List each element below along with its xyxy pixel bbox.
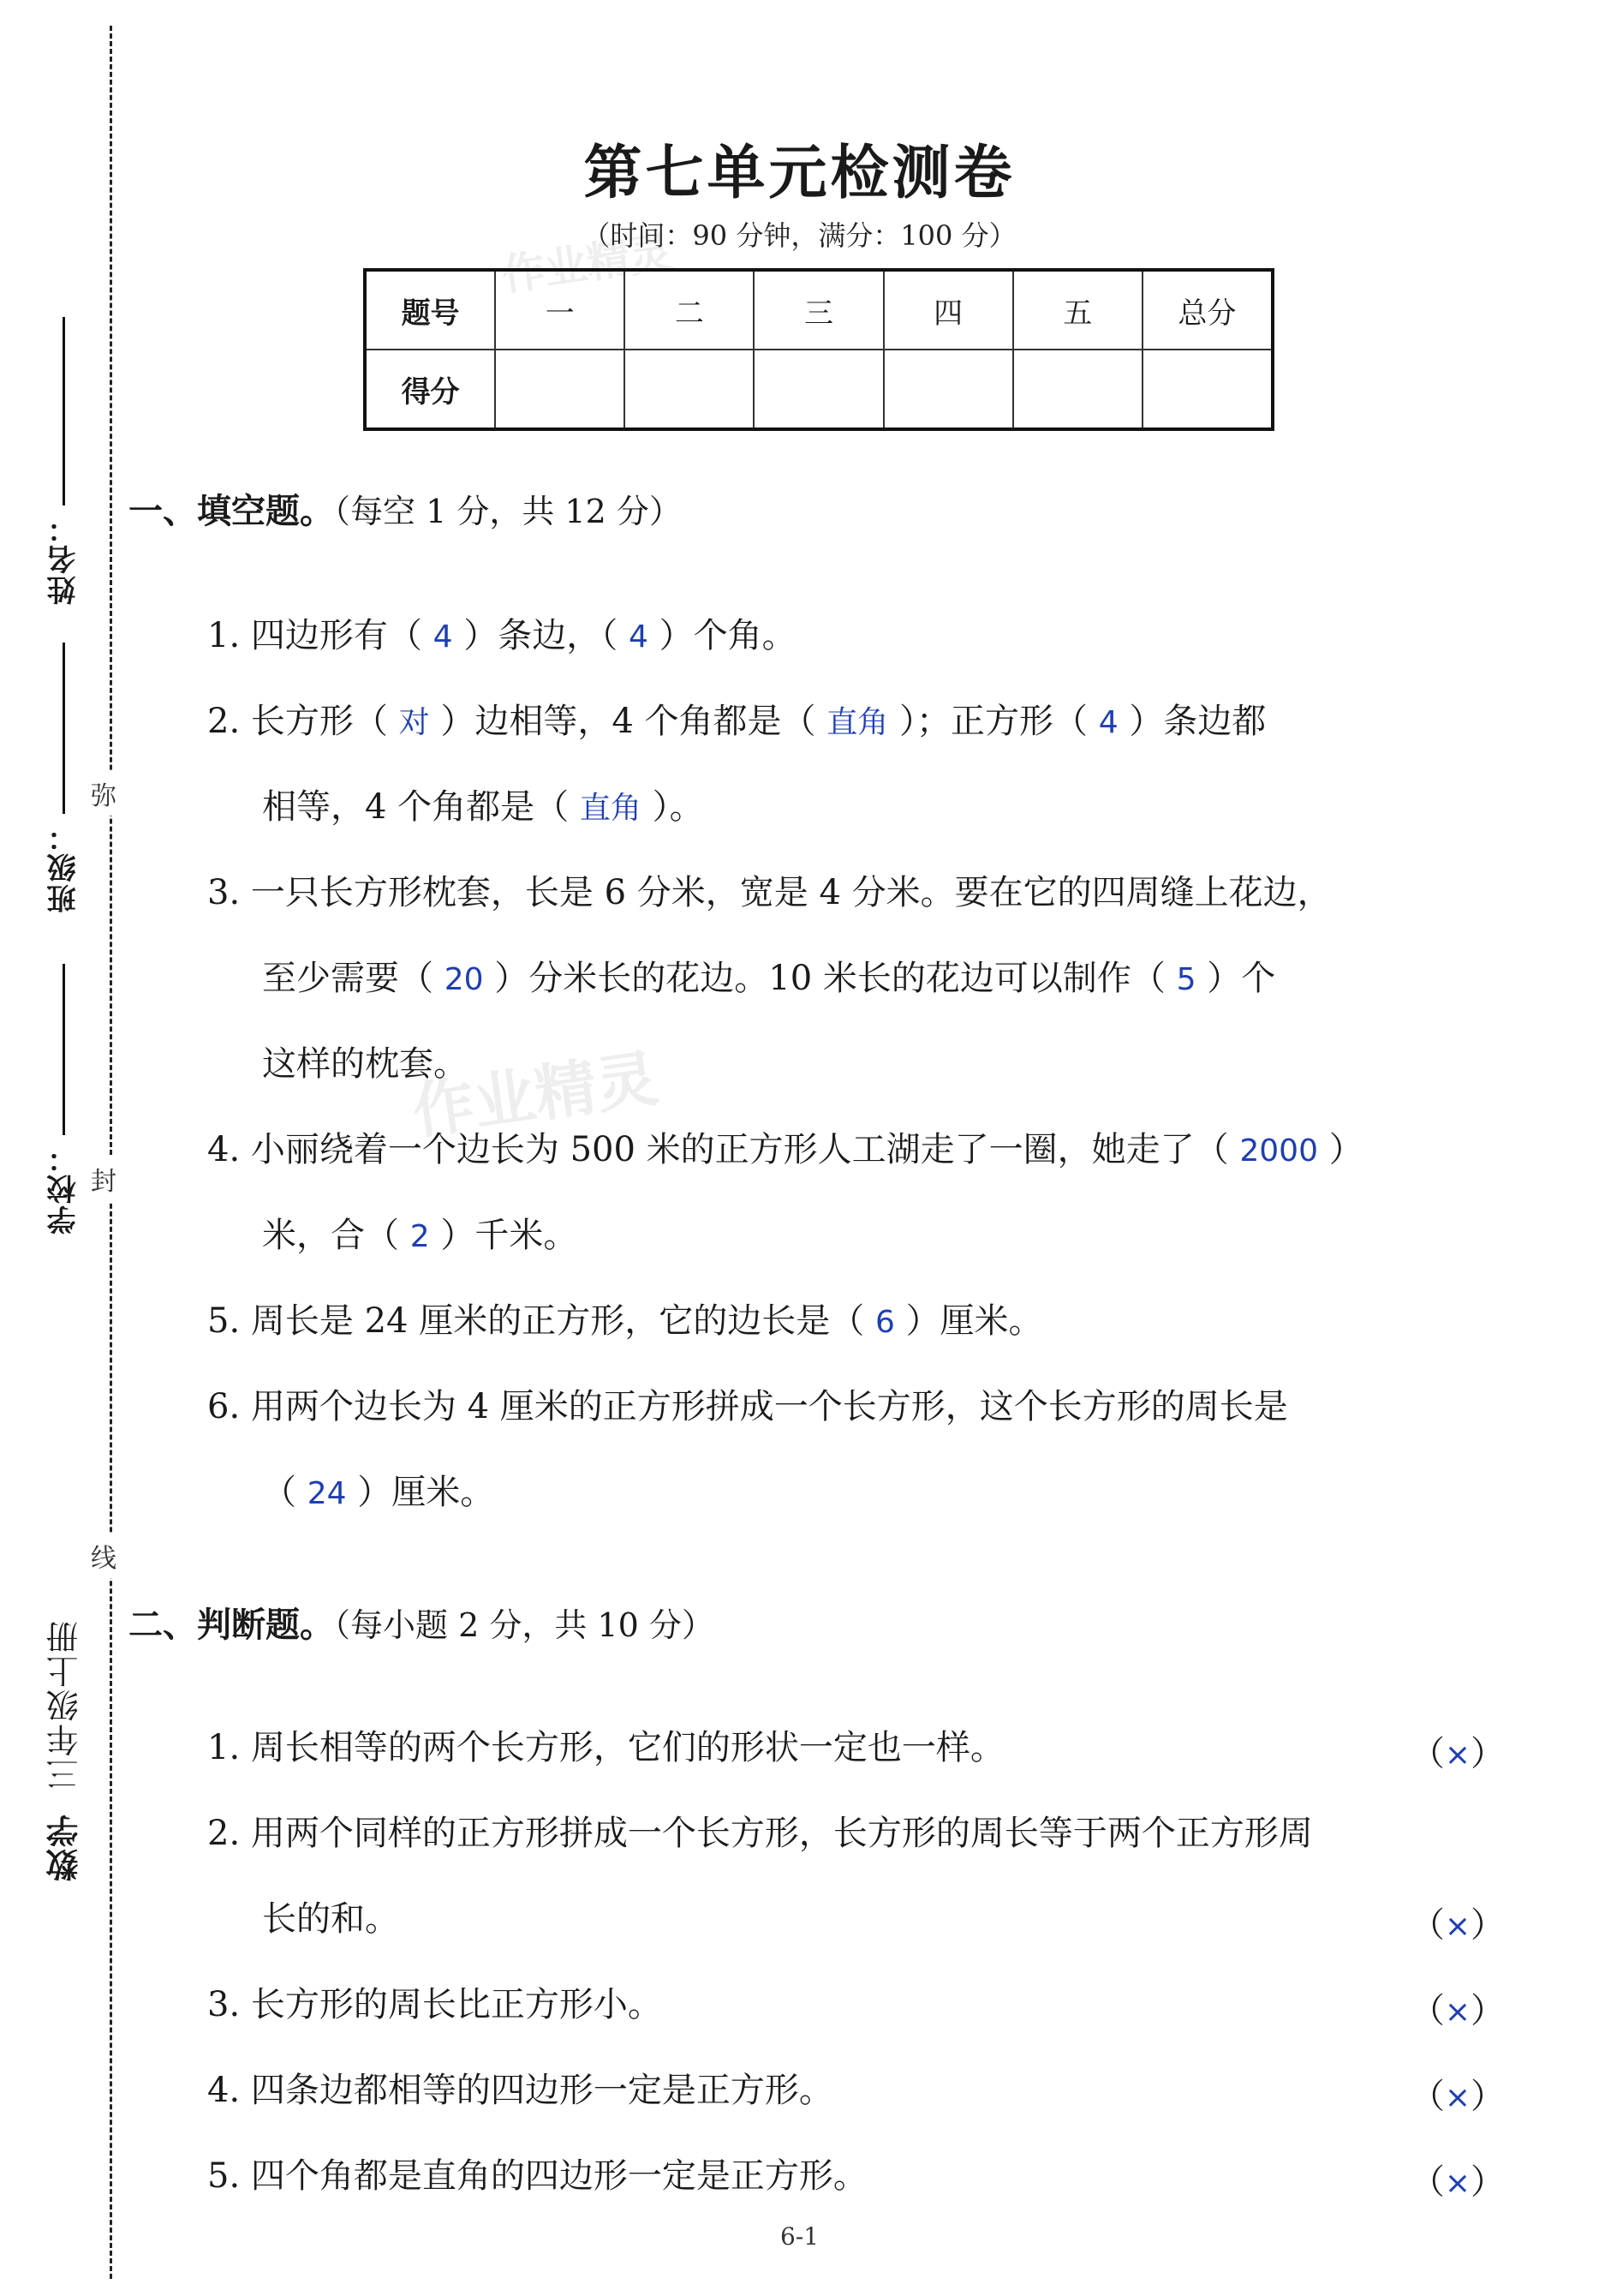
score-table bbox=[363, 268, 1274, 431]
answer: × bbox=[1444, 1737, 1471, 1773]
class-field bbox=[45, 643, 82, 913]
answer: 直角 bbox=[579, 791, 641, 826]
fill-question-2 bbox=[207, 679, 1505, 766]
question-text: （ bbox=[262, 1473, 296, 1512]
score-header-cell: 二 bbox=[624, 270, 754, 350]
question-text: 至少需要（ bbox=[262, 959, 433, 998]
school-underline bbox=[63, 964, 65, 1135]
fill-question-3-cont bbox=[262, 1021, 1505, 1107]
question-text: 米，合（ bbox=[262, 1216, 399, 1255]
judge-answer-3 bbox=[1411, 1983, 1505, 2032]
question-text: ） bbox=[1328, 1130, 1363, 1169]
subject-label: 数学 bbox=[46, 1813, 84, 1881]
watermark: 作业精灵 bbox=[408, 1042, 663, 1148]
answer: 2 bbox=[409, 1219, 430, 1254]
section1-title: 一、填空题。 bbox=[128, 492, 334, 531]
class-label: 班级： bbox=[46, 821, 81, 913]
paren: ） bbox=[1471, 1905, 1505, 1945]
answer: 直角 bbox=[826, 705, 889, 740]
score-header-cell: 五 bbox=[1013, 270, 1143, 350]
question-text: 6. 用两个边长为 4 厘米的正方形拼成一个长方形，这个长方形的周长是 bbox=[207, 1387, 1288, 1426]
score-cell bbox=[754, 350, 883, 429]
school-field bbox=[45, 964, 82, 1235]
judge-answer-2 bbox=[1411, 1898, 1505, 1946]
question-text: ）个 bbox=[1207, 959, 1276, 998]
section2-note: （每小题 2 分，共 10 分） bbox=[334, 1606, 714, 1644]
question-text: 2. 用两个同样的正方形拼成一个长方形，长方形的周长等于两个正方形周 bbox=[207, 1814, 1313, 1853]
score-cell bbox=[1143, 350, 1273, 429]
answer: 4 bbox=[628, 619, 648, 655]
score-header-cell: 总分 bbox=[1143, 270, 1273, 350]
judge-question-2-cont bbox=[262, 1876, 1505, 1962]
question-text: 这样的枕套。 bbox=[262, 1044, 468, 1084]
score-cell bbox=[495, 350, 624, 429]
answer: 24 bbox=[307, 1476, 347, 1511]
watermark: 作业精灵 bbox=[498, 227, 676, 301]
score-header-cell: 三 bbox=[754, 270, 883, 350]
score-header-label: 题号 bbox=[365, 270, 495, 350]
fill-question-4 bbox=[207, 1107, 1505, 1194]
question-text: 2. 长方形（ bbox=[207, 702, 388, 741]
judge-question-1 bbox=[207, 1705, 1505, 1791]
school-label: 学校： bbox=[46, 1142, 81, 1235]
answer: × bbox=[1444, 1909, 1471, 1944]
question-text: 1. 四边形有（ bbox=[207, 616, 422, 655]
seal-char-mi: 弥 bbox=[91, 771, 116, 816]
fill-question-6 bbox=[207, 1364, 1505, 1450]
section1-heading bbox=[128, 484, 682, 533]
page-title: 第七单元检测卷 bbox=[583, 139, 1016, 207]
score-table-header-row bbox=[365, 270, 1273, 350]
question-text: ）。 bbox=[652, 787, 704, 827]
name-field bbox=[45, 317, 82, 605]
fill-question-6-cont bbox=[262, 1450, 1505, 1537]
score-cell bbox=[624, 350, 754, 429]
question-text: ）条边都 bbox=[1129, 702, 1267, 741]
section1-note: （每空 1 分，共 12 分） bbox=[334, 493, 682, 530]
seal-char-feng: 封 bbox=[91, 1157, 116, 1201]
question-text: 3. 一只长方形枕套，长是 6 分米，宽是 4 分米。要在它的四周缝上花边， bbox=[207, 873, 1332, 912]
question-text: 1. 周长相等的两个长方形，它们的形状一定也一样。 bbox=[207, 1728, 1005, 1767]
question-text: ）个角。 bbox=[659, 616, 797, 655]
question-text: ）千米。 bbox=[440, 1216, 578, 1255]
name-underline bbox=[63, 317, 65, 505]
fill-question-4-cont bbox=[262, 1193, 1505, 1280]
paren: ） bbox=[1471, 1734, 1505, 1773]
section2-title: 二、判断题。 bbox=[128, 1605, 334, 1645]
question-text: ）厘米。 bbox=[905, 1301, 1043, 1341]
question-text: ）；正方形（ bbox=[898, 702, 1088, 741]
subject-grade-label bbox=[41, 1619, 88, 1881]
question-text: ）边相等，4 个角都是（ bbox=[440, 702, 816, 741]
paren: （ bbox=[1410, 1905, 1445, 1945]
score-cell bbox=[1013, 350, 1143, 429]
paren: （ bbox=[1410, 2077, 1445, 2116]
answer: × bbox=[1444, 2166, 1471, 2201]
score-header-cell: 一 bbox=[495, 270, 624, 350]
score-cell bbox=[884, 350, 1013, 429]
question-text: 4. 小丽绕着一个边长为 500 米的正方形人工湖走了一圈，她走了（ bbox=[207, 1130, 1229, 1169]
seal-dashed-line bbox=[110, 26, 112, 2279]
paren: ） bbox=[1471, 2077, 1505, 2116]
judge-answer-1 bbox=[1411, 1726, 1505, 1775]
answer: 20 bbox=[444, 962, 484, 997]
answer: 6 bbox=[874, 1305, 895, 1340]
score-row-label: 得分 bbox=[365, 350, 495, 429]
judge-question-2 bbox=[207, 1791, 1505, 1876]
question-text: ）厘米。 bbox=[357, 1473, 495, 1512]
question-text: 长的和。 bbox=[262, 1899, 399, 1939]
name-label: 姓名： bbox=[46, 512, 81, 605]
question-text: 3. 长方形的周长比正方形小。 bbox=[207, 1985, 662, 2024]
score-table-score-row bbox=[365, 350, 1273, 429]
fill-question-2-cont bbox=[262, 764, 1505, 852]
answer: 对 bbox=[398, 705, 430, 740]
judge-question-5 bbox=[207, 2133, 1505, 2219]
paren: （ bbox=[1410, 2162, 1445, 2202]
section2-heading bbox=[128, 1598, 714, 1647]
paren: （ bbox=[1410, 1991, 1445, 2030]
question-text: 5. 周长是 24 厘米的正方形，它的边长是（ bbox=[207, 1301, 865, 1341]
exam-info: （时间：90 分钟，满分：100 分） bbox=[582, 219, 1017, 252]
judge-answer-5 bbox=[1411, 2155, 1505, 2203]
answer: 2000 bbox=[1239, 1133, 1318, 1169]
paren: ） bbox=[1471, 1991, 1505, 2030]
score-header-cell: 四 bbox=[884, 270, 1013, 350]
question-text: 相等，4 个角都是（ bbox=[262, 787, 570, 827]
paren: ） bbox=[1471, 2162, 1505, 2202]
fill-question-3 bbox=[207, 850, 1505, 936]
answer: 4 bbox=[1098, 705, 1119, 740]
fill-question-3-cont bbox=[262, 936, 1505, 1023]
judge-question-3 bbox=[207, 1962, 1505, 2048]
answer: 4 bbox=[433, 619, 453, 655]
class-underline bbox=[63, 643, 65, 814]
answer: × bbox=[1444, 2080, 1471, 2115]
question-text: ）分米长的花边。10 米长的花边可以制作（ bbox=[494, 959, 1166, 998]
paren: （ bbox=[1410, 1734, 1445, 1773]
question-text: 4. 四条边都相等的四边形一定是正方形。 bbox=[207, 2071, 833, 2110]
answer: 5 bbox=[1176, 962, 1196, 997]
fill-question-5 bbox=[207, 1278, 1505, 1366]
seal-char-xian: 线 bbox=[91, 1534, 116, 1578]
judge-question-4 bbox=[207, 2048, 1505, 2133]
page-number: 6-1 bbox=[779, 2222, 820, 2251]
answer: × bbox=[1444, 1994, 1471, 2030]
question-text: 5. 四个角都是直角的四边形一定是正方形。 bbox=[207, 2156, 868, 2196]
question-text: ）条边，（ bbox=[463, 616, 618, 655]
grade-label: 三年级上册 bbox=[46, 1619, 84, 1791]
fill-question-1 bbox=[207, 593, 1505, 680]
judge-answer-4 bbox=[1411, 2069, 1505, 2118]
